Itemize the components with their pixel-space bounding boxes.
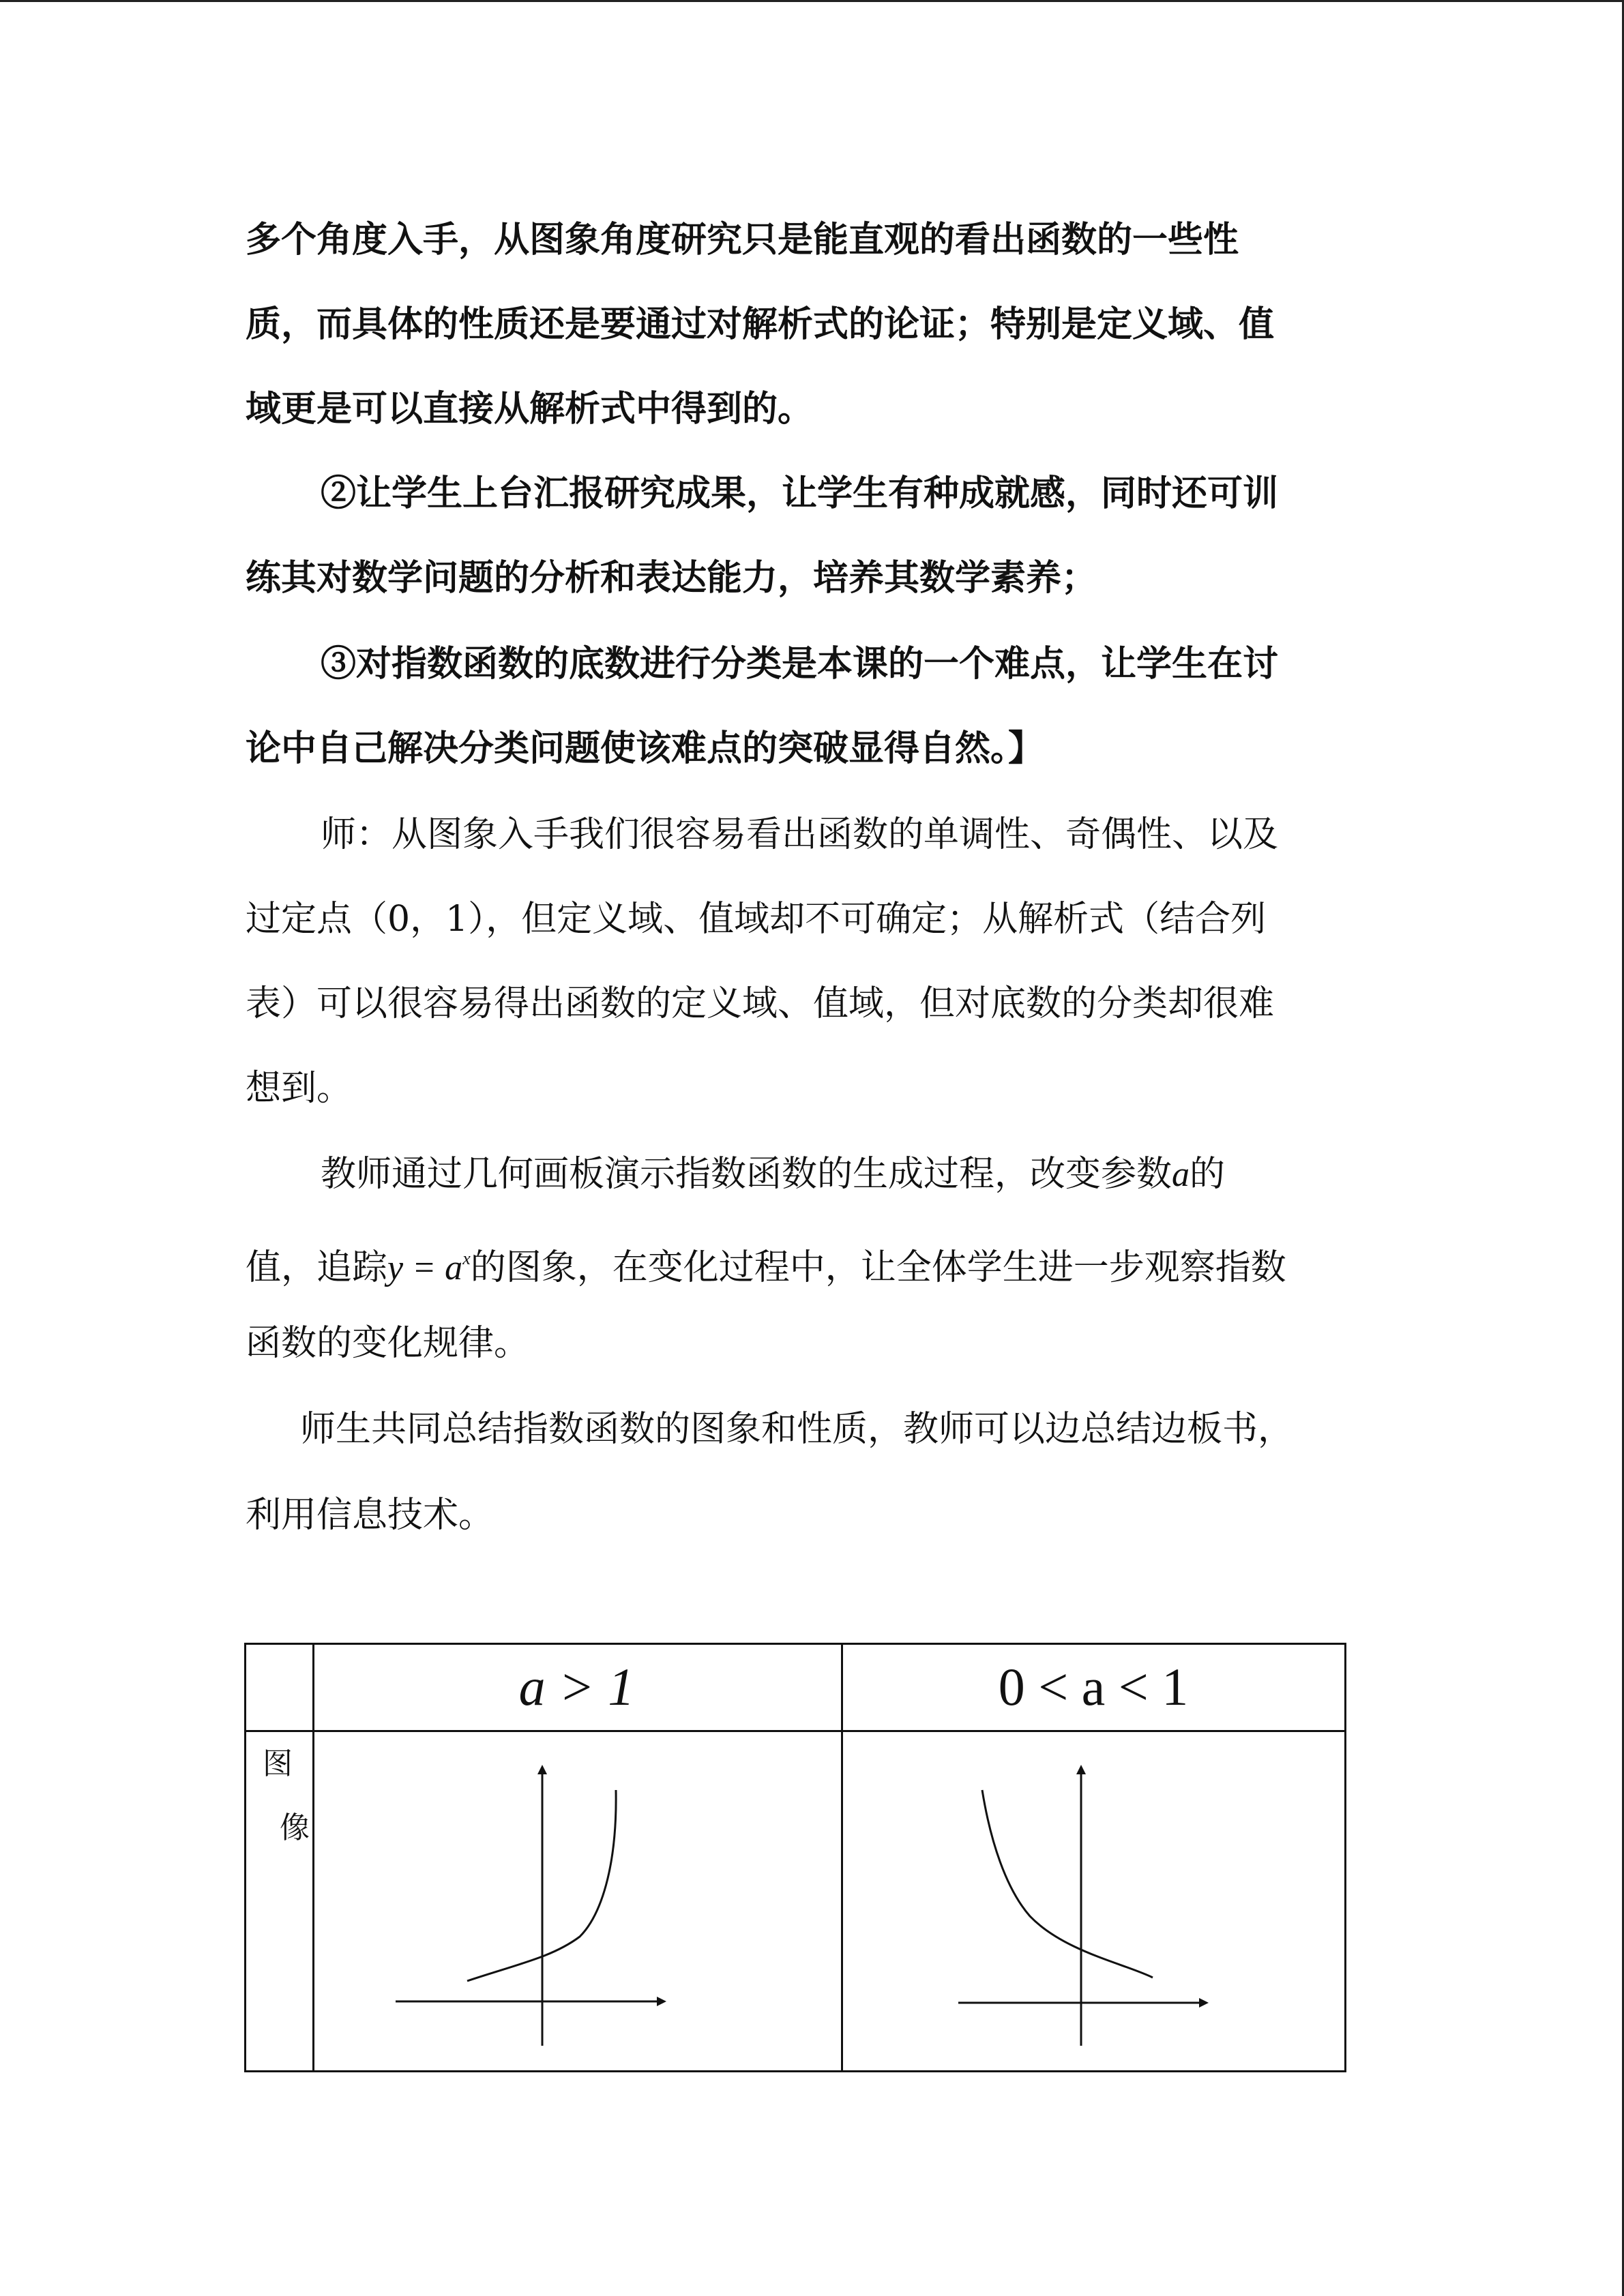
- header-formula: 0 < a < 1: [998, 1657, 1189, 1716]
- exponential-graph-increasing: [382, 1759, 675, 2059]
- math-variable: a: [1172, 1155, 1190, 1194]
- text-span: 教师通过几何画板演示指数函数的生成过程，改变参数: [321, 1154, 1172, 1195]
- header-formula: a > 1: [518, 1657, 635, 1716]
- paragraph-line: 过定点（0，1），但定义域、值域却不可确定；从解析式（结合列: [246, 899, 1267, 940]
- text-span: 的图象，在变化过程中，让全体学生进一步观察指数: [470, 1247, 1286, 1288]
- text-span: 的: [1190, 1154, 1226, 1195]
- paragraph-line: 表）可以很容易得出函数的定义域、值域，但对底数的分类却很难: [246, 983, 1275, 1024]
- paragraph-line: 练其对数学问题的分析和表达能力，培养其数学素养；: [246, 557, 1097, 599]
- text-span: 值，追踪: [246, 1247, 388, 1288]
- math-formula: [387, 1249, 471, 1287]
- paragraph-line: 师：从图象入手我们很容易看出函数的单调性、奇偶性、以及: [321, 814, 1279, 855]
- table-divider: [246, 1730, 1344, 1732]
- paragraph-line: 域更是可以直接从解析式中得到的。: [246, 388, 814, 430]
- table-header-a-greater-1: [312, 1645, 841, 1729]
- paragraph-line: ②让学生上台汇报研究成果，让学生有种成就感，同时还可训: [321, 473, 1279, 514]
- paragraph-line: 利用信息技术。: [246, 1495, 494, 1536]
- paragraph-line: 师生共同总结指数函数的图象和性质，教师可以边总结边板书，: [300, 1409, 1294, 1450]
- paragraph-line: ③对指数函数的底数进行分类是本课的一个难点，让学生在讨: [321, 643, 1279, 685]
- paragraph-line: 质，而具体的性质还是要通过对解析式的论证；特别是定义域、值: [246, 303, 1275, 345]
- paragraph-line: 论中自己解决分类问题使该难点的突破显得自然。】: [246, 728, 1044, 769]
- row-label: 图: [263, 1746, 293, 1781]
- paragraph-line: [246, 1238, 1378, 1289]
- formula-exponent: x: [462, 1249, 471, 1268]
- paragraph-line: 多个角度入手，从图象角度研究只是能直观的看出函数的一些性: [246, 219, 1239, 260]
- curve: [982, 1790, 1153, 1978]
- page-border-top: [0, 0, 1624, 2]
- row-label: 像: [280, 1810, 310, 1845]
- paragraph-line: 函数的变化规律。: [246, 1323, 530, 1364]
- table-header-a-between-0-1: [841, 1645, 1346, 1729]
- formula-base: y = a: [387, 1249, 463, 1287]
- exponential-graph-decreasing: [948, 1759, 1221, 2059]
- paragraph-line: [321, 1154, 1453, 1195]
- paragraph-line: 想到。: [246, 1068, 353, 1109]
